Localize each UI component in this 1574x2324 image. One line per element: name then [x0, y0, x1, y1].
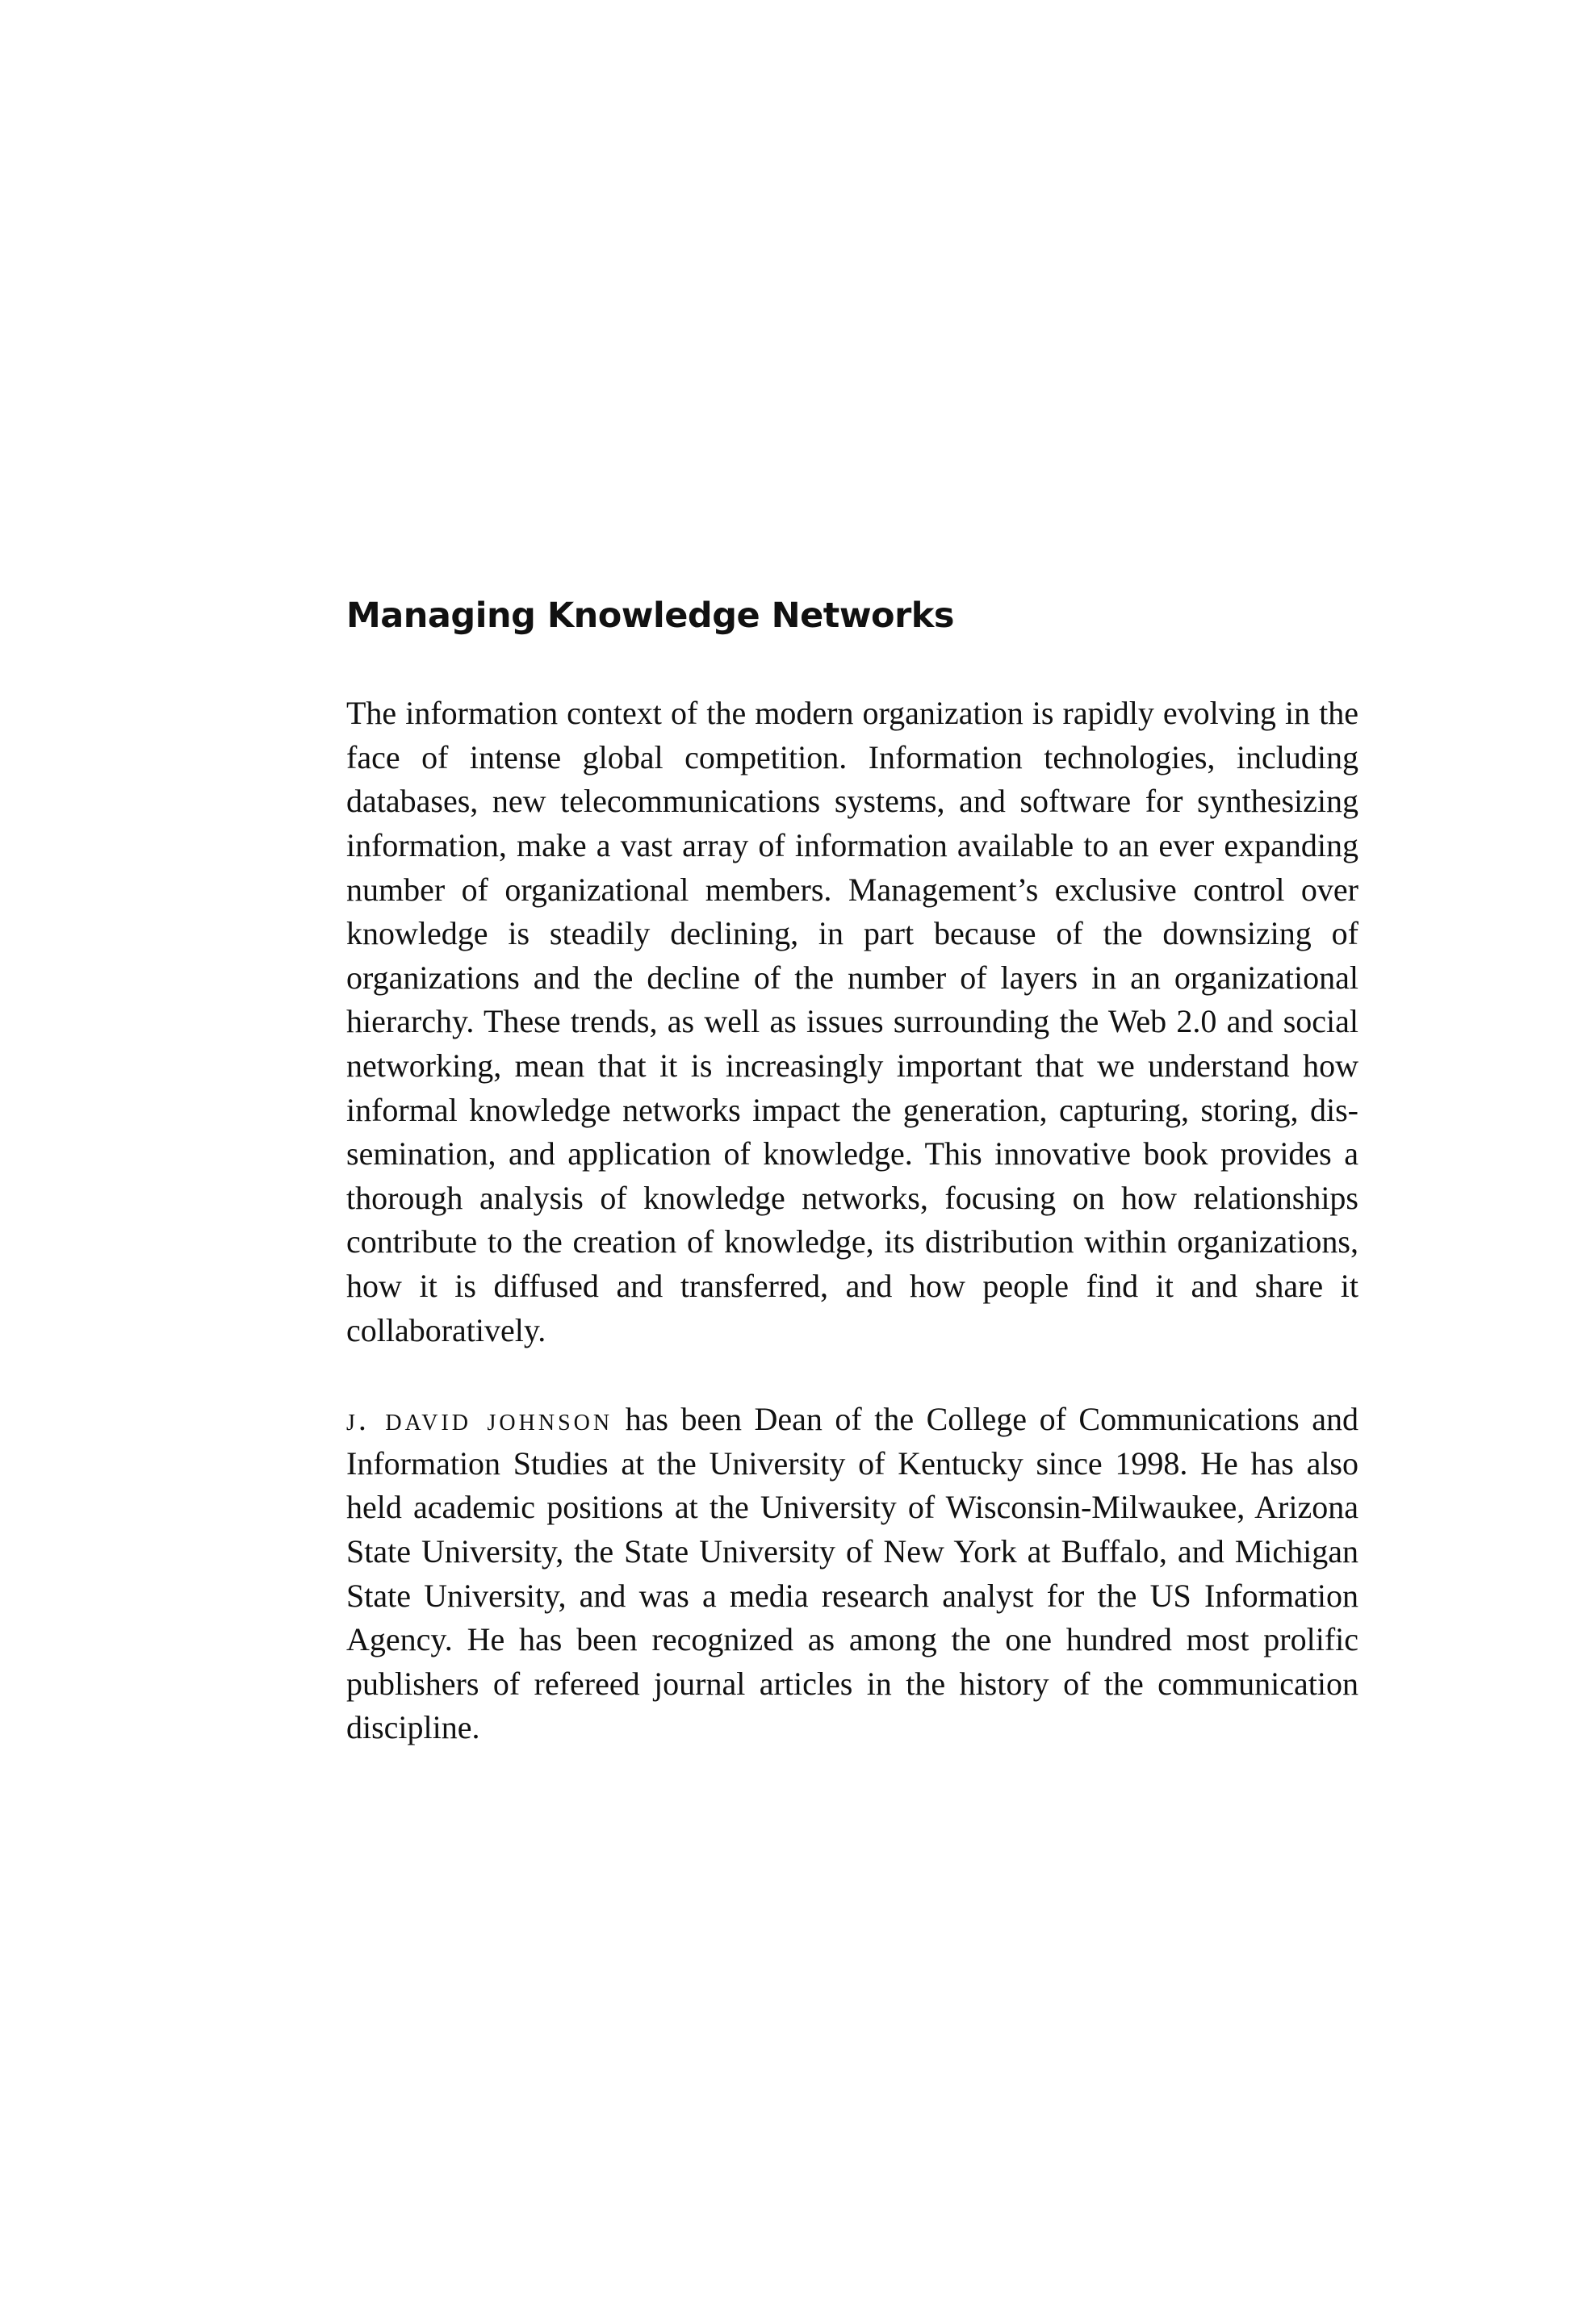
book-description: The information context of the modern organization is rapidly evolving in the face of intense global competition. Information technologies, including databases, new telecommunications systems, and software for synthesizing information, make a vast array of information available to an ever expanding number of organizational members. Management’s exclusive control over knowledge is steadily declining, in part because of the downsizing of organizations and the decline of the number of layers in an organizational hierarchy. These trends, as well as issues surrounding the Web 2.0 and social networking, mean that it is increasingly important that we understand how informal knowledge networks impact the generation, capturing, storing, dissemination, and application of knowledge. This innovative book provides a thorough analysis of knowledge networks, focusing on how relationships contribute to the creation of knowledge, its distribution within organizations, how it is diffused and transferred, and how people find it and share it collaboratively. [346, 695, 1358, 1348]
book-title: Managing Knowledge Networks [346, 596, 954, 636]
author-biography [346, 1398, 1358, 1750]
author-bio-text: has been Dean of the College of Communications and Information Studies at the University of Kentucky since 1998. He has also held academic positions at the University of Wisconsin-Milwaukee, Arizona State University, the State University of New York at Buffalo, and Michigan State University, and was a media research analyst for the US Information Agency. He has been recognized as among the one hundred most prolific publishers of refereed journal articles in the history of the communication discipline. [346, 1401, 1358, 1746]
author-name: j. david johnson [346, 1401, 613, 1438]
book-blurb-page [346, 597, 1358, 1750]
